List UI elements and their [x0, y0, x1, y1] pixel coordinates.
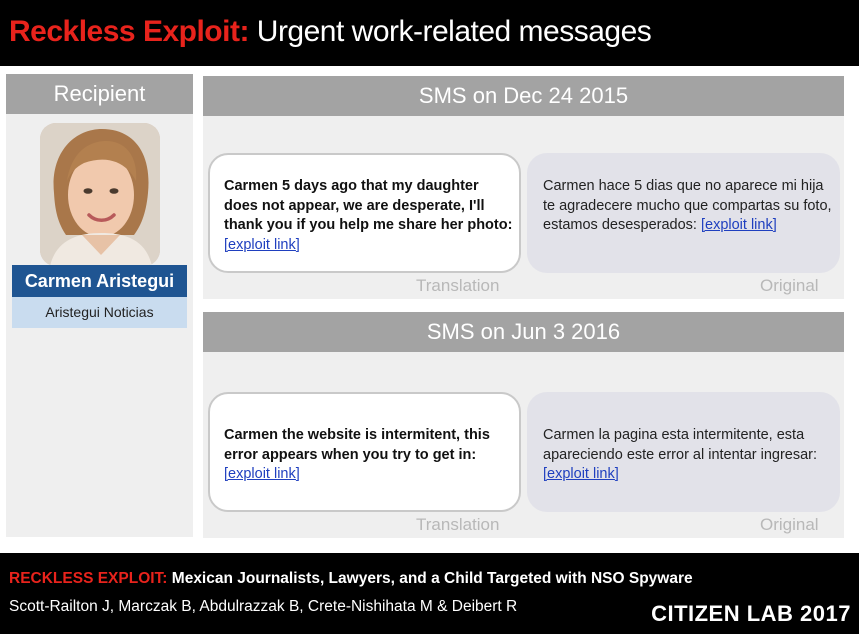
title-rest: Urgent work-related messages [256, 15, 652, 48]
exploit-link[interactable]: exploit link [228, 466, 296, 482]
footer-authors: Scott-Railton J, Marczak B, Abdulrazzak B, Crete-Nishihata M & Deibert R [9, 598, 518, 615]
caption-translation-1: Translation [416, 276, 500, 295]
footer-title-accent: RECKLESS EXPLOIT: [9, 570, 168, 587]
original-body-1: Carmen hace 5 dias que no aparece mi hija te agradecere mucho que compartas su foto, estamos desesperados: [543, 178, 832, 233]
footer-title [9, 570, 693, 588]
recipient-organization: Aristegui Noticias [12, 297, 187, 328]
exploit-link[interactable]: exploit link [547, 466, 615, 482]
recipient-heading: Recipient [6, 74, 193, 114]
footer-title-rest: Mexican Journalists, Lawyers, and a Child Targeted with NSO Spyware [171, 570, 693, 587]
recipient-photo [40, 123, 160, 266]
sms-heading-1: SMS on Dec 24 2015 [203, 76, 844, 116]
recipient-name: Carmen Aristegui [12, 265, 187, 297]
caption-translation-2: Translation [416, 515, 500, 534]
translation-body-2: Carmen the website is intermitent, this error appears when you try to get in: [224, 427, 490, 463]
caption-original-1: Original [760, 276, 819, 295]
original-body-2: Carmen la pagina esta intermitente, esta apareciendo este error al intentar ingresar: [543, 427, 818, 463]
exploit-link[interactable]: exploit link [228, 236, 296, 253]
original-text-1: Carmen hace 5 dias que no aparece mi hija te agradecere mucho que compartas su foto, estamos desesperados: [exploit link] [543, 178, 832, 233]
translation-body-1: Carmen 5 days ago that my daughter does not appear, we are desperate, I'll thank you if you help me share her photo: [224, 178, 513, 233]
title-accent: Reckless Exploit: [9, 15, 249, 48]
caption-original-2: Original [760, 515, 819, 534]
translation-text-1: Carmen 5 days ago that my daughter does not appear, we are desperate, I'll thank you if you help me share her photo: [exploit link] [224, 178, 513, 253]
portrait-photo-icon [40, 123, 160, 266]
translation-text-2: Carmen the website is intermitent, this error appears when you try to get in: [exploit link] [224, 427, 490, 482]
original-text-2: Carmen la pagina esta intermitente, esta apareciendo este error al intentar ingresar: [exploit link] [543, 427, 818, 482]
citizen-lab-brand: CITIZEN LAB 2017 [651, 601, 851, 626]
sms-heading-2: SMS on Jun 3 2016 [203, 312, 844, 352]
title-bar [0, 0, 859, 66]
page-title [9, 14, 651, 50]
exploit-link[interactable]: exploit link [705, 217, 773, 233]
